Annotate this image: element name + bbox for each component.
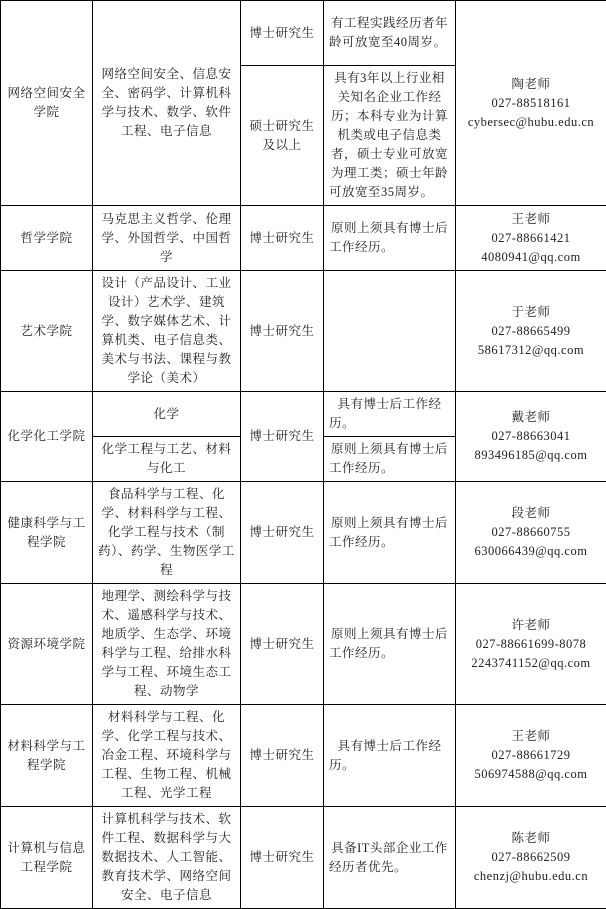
contact-cell	[456, 584, 606, 705]
contact-email: cybersec@hubu.edu.cn	[461, 113, 601, 132]
contact-name: 戴老师	[461, 408, 601, 427]
contact-name: 王老师	[461, 727, 601, 746]
contact-email: chenzj@hubu.edu.cn	[461, 867, 601, 886]
requirement-cell: 有工程实践经历者年龄可放宽至40周岁。	[324, 1, 456, 66]
requirement-cell: 原则上须具有博士后工作经历。	[324, 206, 456, 271]
requirement-cell: 具有博士后工作经历。	[324, 392, 456, 437]
table-row	[1, 807, 606, 909]
degree-cell: 博士研究生	[241, 206, 324, 271]
requirement-cell: 原则上须具有博士后工作经历。	[324, 437, 456, 482]
requirement-cell	[324, 271, 456, 392]
college-cell: 艺术学院	[1, 271, 93, 392]
contact-phone: 027-88661421	[461, 229, 601, 248]
college-cell: 健康科学与工程学院	[1, 482, 93, 584]
degree-cell: 博士研究生	[241, 271, 324, 392]
contact-phone: 027-88663041	[461, 427, 601, 446]
college-cell: 资源环境学院	[1, 584, 93, 705]
college-cell: 计算机与信息工程学院	[1, 807, 93, 909]
contact-cell	[456, 482, 606, 584]
majors-cell: 食品科学与工程、化学、材料科学与工程、化学工程与技术（制药）、药学、生物医学工程	[93, 482, 241, 584]
contact-name: 陈老师	[461, 829, 601, 848]
degree-cell: 博士研究生	[241, 1, 324, 66]
contact-email: 630066439@qq.com	[461, 542, 601, 561]
contact-cell	[456, 807, 606, 909]
table-row	[1, 392, 606, 437]
majors-cell: 化学	[93, 392, 241, 437]
contact-email: 506974588@qq.com	[461, 765, 601, 784]
contact-email: 893496185@qq.com	[461, 446, 601, 465]
contact-name: 于老师	[461, 303, 601, 322]
contact-phone: 027-88665499	[461, 322, 601, 341]
contact-cell	[456, 705, 606, 807]
majors-cell: 材料科学与工程、化学、化学工程与技术、冶金工程、环境科学与工程、生物工程、机械工程、光学工程	[93, 705, 241, 807]
degree-cell: 博士研究生	[241, 705, 324, 807]
degree-cell: 博士研究生	[241, 392, 324, 482]
table-row	[1, 482, 606, 584]
majors-cell: 计算机科学与技术、软件工程、数据科学与大数据技术、人工智能、教育技术学、网络空间安全、电子信息	[93, 807, 241, 909]
requirement-cell: 原则上须具有博士后工作经历。	[324, 584, 456, 705]
degree-cell: 硕士研究生及以上	[241, 66, 324, 206]
table-row	[1, 705, 606, 807]
contact-phone: 027-88662509	[461, 848, 601, 867]
contact-cell	[456, 271, 606, 392]
contact-email: 58617312@qq.com	[461, 341, 601, 360]
majors-cell: 地理学、测绘科学与技术、遥感科学与技术、地质学、生态学、环境科学与工程、给排水科学与工程、环境生态工程、动物学	[93, 584, 241, 705]
requirement-cell: 具有3年以上行业相关知名企业工作经历；本科专业为计算机类或电子信息类者，硕士专业可放宽为理工类；硕士年龄可放宽至35周岁。	[324, 66, 456, 206]
college-cell: 网络空间安全学院	[1, 1, 93, 206]
table-row	[1, 206, 606, 271]
college-cell: 哲学学院	[1, 206, 93, 271]
contact-name: 许老师	[461, 616, 601, 635]
contact-phone: 027-88660755	[461, 523, 601, 542]
college-cell: 材料科学与工程学院	[1, 705, 93, 807]
contact-cell	[456, 1, 606, 206]
contact-name: 段老师	[461, 504, 601, 523]
contact-phone: 027-88518161	[461, 94, 601, 113]
requirement-cell: 原则上须具有博士后工作经历。	[324, 482, 456, 584]
degree-cell: 博士研究生	[241, 482, 324, 584]
college-cell: 化学化工学院	[1, 392, 93, 482]
requirement-cell: 具备IT头部企业工作经历者优先。	[324, 807, 456, 909]
table-row	[1, 1, 606, 66]
contact-email: 4080941@qq.com	[461, 248, 601, 267]
requirement-cell: 具有博士后工作经历。	[324, 705, 456, 807]
degree-cell: 博士研究生	[241, 807, 324, 909]
contact-name: 王老师	[461, 210, 601, 229]
contact-phone: 027-88661729	[461, 746, 601, 765]
majors-cell: 马克思主义哲学、伦理学、外国哲学、中国哲学	[93, 206, 241, 271]
table-row	[1, 271, 606, 392]
contact-name: 陶老师	[461, 75, 601, 94]
table-row	[1, 584, 606, 705]
majors-cell: 化学工程与工艺、材料与化工	[93, 437, 241, 482]
contact-phone: 027-88661699-8078	[461, 635, 601, 654]
contact-email: 2243741152@qq.com	[461, 654, 601, 673]
contact-cell	[456, 392, 606, 482]
contact-cell	[456, 206, 606, 271]
majors-cell: 网络空间安全、信息安全、密码学、计算机科学与技术、数学、软件工程、电子信息	[93, 1, 241, 206]
majors-cell: 设计（产品设计、工业设计）艺术学、建筑学、数字媒体艺术、计算机类、电子信息类、美术与书法、课程与教学论（美术）	[93, 271, 241, 392]
degree-cell: 博士研究生	[241, 584, 324, 705]
